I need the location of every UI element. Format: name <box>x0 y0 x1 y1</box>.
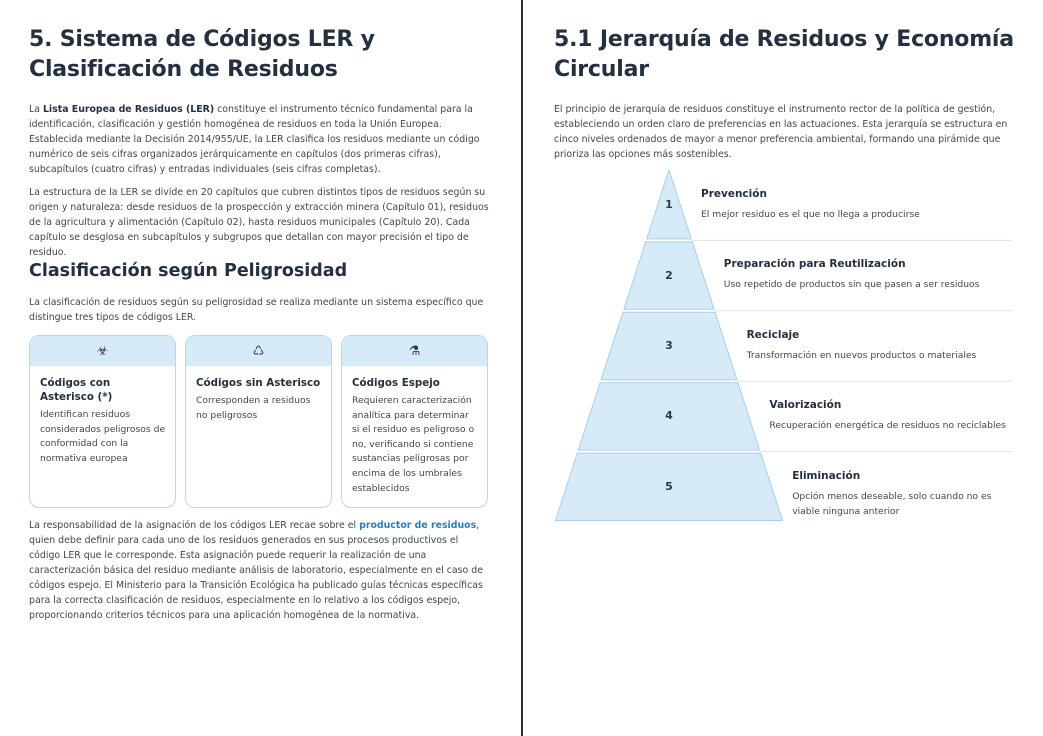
level-number: 2 <box>665 268 673 282</box>
text-run: La responsabilidad de la asignación de los códigos LER recae sobre el <box>29 520 360 531</box>
card-description: Requieren caracterización analítica para determinar si el residuo es peligroso o no, verificando si contiene sustancias peligrosas por encima de los umbrales establecidos <box>352 395 475 494</box>
section-heading: Clasificación según Peligrosidad <box>29 261 348 281</box>
level-description: Recuperación energética de residuos no reciclables <box>769 420 1006 432</box>
responsibility-paragraph <box>29 518 491 623</box>
right-page <box>523 0 1043 736</box>
card-header-band <box>342 336 487 366</box>
level-title: Preparación para Reutilización <box>723 258 906 271</box>
producer-link[interactable]: productor de residuos <box>359 520 477 531</box>
card-non-asterisk-codes <box>185 335 332 508</box>
level-number: 3 <box>665 339 673 352</box>
level-description: El mejor residuo es el que no llega a producirse <box>701 209 920 220</box>
page-title: 5. Sistema de Códigos LER y Clasificación de Residuos <box>29 27 375 82</box>
level-description: Opción menos deseable, solo cuando no es viable ninguna anterior <box>792 490 992 517</box>
card-description: Identifican residuos considerados peligrosos de conformidad con la normativa europea <box>40 409 166 464</box>
classification-paragraph: La clasificación de residuos según su peligrosidad se realiza mediante un sistema específico que distingue tres tipos de códigos LER. <box>29 297 484 323</box>
flask-icon: ⚗ <box>408 343 421 359</box>
card-mirror-codes <box>341 335 488 508</box>
level-description: Uso repetido de productos sin que pasen a ser residuos <box>723 279 980 291</box>
level-number: 1 <box>665 198 673 212</box>
card-title: Códigos Espejo <box>352 377 440 389</box>
level-number: 5 <box>665 479 673 493</box>
card-header-band <box>30 336 175 366</box>
hierarchy-paragraph: El principio de jerarquía de residuos constituye el instrumento rector de la política de gestión, estableciendo un orden claro de preferencias en las actuaciones. Esta jerarquía se estructura en cinco niveles ordenados de mayor a menor preferencia ambiental, formando una pirámide que prioriza las opciones más sostenibles. <box>554 104 1008 160</box>
level-description: Transformación en nuevos productos o materiales <box>746 349 977 361</box>
text-run: La <box>29 104 43 115</box>
biohazard-icon: ☣ <box>96 343 109 359</box>
card-header-band <box>186 336 331 366</box>
level-title: Eliminación <box>792 469 861 482</box>
left-page <box>0 0 521 736</box>
level-title: Prevención <box>701 188 767 200</box>
waste-hierarchy-pyramid <box>523 0 1043 736</box>
ler-term: Lista Europea de Residuos (LER) <box>42 104 215 115</box>
card-asterisk-codes <box>29 335 176 508</box>
level-number: 4 <box>665 409 673 423</box>
page-title: 5.1 Jerarquía de Residuos y Economía Circular <box>554 27 1014 82</box>
intro-paragraph <box>29 102 491 177</box>
level-title: Reciclaje <box>746 328 800 341</box>
level-title: Valorización <box>769 399 842 412</box>
text-run: , quien debe definir para cada uno de los residuos generados en sus procesos productivos el código LER que le corresponde. Esta asignación puede requerir la realización de una caracterización básica del residuo mediante análisis de laboratorio, especialmente en el caso de códigos espejo. El Ministerio para la Transición Ecológica ha publicado guías técnicas específicas para la correcta clasificación de residuos, especialmente en lo relativo a los códigos espejo, proporcionando criterios técnicos para una aplicación homogénea de la normativa. <box>29 520 483 621</box>
card-description: Corresponden a residuos no peligrosos <box>196 395 311 421</box>
structure-paragraph: La estructura de la LER se divide en 20 capítulos que cubren distintos tipos de residuos según su origen y naturaleza: desde residuos de la prospección y extracción minera (Capítulo 01), residuos de la agricultura y alimentación (Capítulo 02), hasta residuos municipales (Capítulo 20). Cada capítulo se desglosa en subcapítulos y subgrupos que detallan con mayor precisión el tipo de residuo. <box>29 187 489 258</box>
recycle-off-icon: ♺ <box>252 343 265 359</box>
card-title: Códigos con Asterisco (*) <box>40 377 113 403</box>
card-title: Códigos sin Asterisco <box>196 377 321 389</box>
text-run: constituye el instrumento técnico fundamental para la identificación, clasificación y gestión homogénea de residuos en toda la Unión Europea. Establecida mediante la Decisión 2014/955/UE, la LER clasifica los residuos mediante un código numérico de seis cifras organizados jerárquicamente en capítulos (dos primeras cifras), subcapítulos (cuatro cifras) y entradas individuales (seis cifras completas). <box>29 104 480 175</box>
